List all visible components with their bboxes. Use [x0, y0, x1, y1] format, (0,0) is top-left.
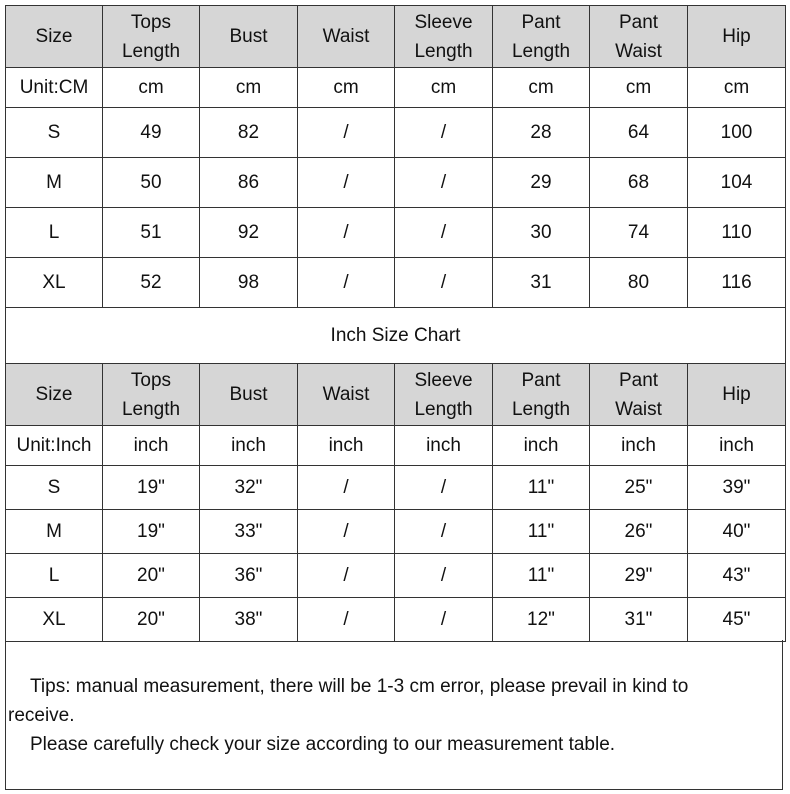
header-size: Size — [6, 6, 103, 68]
value-cell: 98 — [200, 258, 298, 308]
inch-size-chart-title: Inch Size Chart — [6, 308, 786, 364]
value-cell: 43" — [688, 554, 786, 598]
tips-box — [5, 640, 783, 790]
value-cell: 20" — [103, 554, 200, 598]
size-cell: M — [6, 158, 103, 208]
unit-cell: cm — [103, 68, 200, 108]
size-cell: L — [6, 554, 103, 598]
value-cell: / — [298, 598, 395, 642]
value-cell: 32" — [200, 466, 298, 510]
header-bust: Bust — [200, 6, 298, 68]
header-pant-waist: Pant Waist — [590, 6, 688, 68]
unit-cell: Unit:CM — [6, 68, 103, 108]
value-cell: / — [395, 158, 493, 208]
unit-cell: inch — [395, 426, 493, 466]
value-cell: / — [298, 158, 395, 208]
unit-cell: inch — [590, 426, 688, 466]
header-size: Size — [6, 364, 103, 426]
value-cell: / — [298, 554, 395, 598]
cm-units-row — [6, 68, 786, 108]
value-cell: / — [298, 510, 395, 554]
table-row — [6, 466, 786, 510]
value-cell: 11" — [493, 554, 590, 598]
tips-line-1: Tips: manual measurement, there will be 1-3 cm error, please prevail in kind to — [30, 676, 689, 697]
value-cell: 104 — [688, 158, 786, 208]
unit-cell: inch — [103, 426, 200, 466]
size-cell: S — [6, 108, 103, 158]
unit-cell: cm — [395, 68, 493, 108]
unit-cell: cm — [298, 68, 395, 108]
value-cell: / — [395, 108, 493, 158]
unit-cell: Unit:Inch — [6, 426, 103, 466]
value-cell: 25" — [590, 466, 688, 510]
value-cell: 33" — [200, 510, 298, 554]
table-row — [6, 258, 786, 308]
inch-section-row — [6, 308, 786, 364]
size-cell: XL — [6, 258, 103, 308]
header-sleeve-length: Sleeve Length — [395, 6, 493, 68]
value-cell: / — [298, 258, 395, 308]
value-cell: 29 — [493, 158, 590, 208]
value-cell: / — [395, 466, 493, 510]
cm-header-row — [6, 6, 786, 68]
value-cell: 80 — [590, 258, 688, 308]
header-tops-length: Tops Length — [103, 6, 200, 68]
value-cell: 100 — [688, 108, 786, 158]
value-cell: / — [298, 108, 395, 158]
value-cell: 39" — [688, 466, 786, 510]
value-cell: 45" — [688, 598, 786, 642]
value-cell: 74 — [590, 208, 688, 258]
table-row — [6, 208, 786, 258]
unit-cell: cm — [590, 68, 688, 108]
size-cell: XL — [6, 598, 103, 642]
value-cell: 29" — [590, 554, 688, 598]
value-cell: 11" — [493, 466, 590, 510]
header-bust: Bust — [200, 364, 298, 426]
unit-cell: cm — [200, 68, 298, 108]
size-cell: L — [6, 208, 103, 258]
value-cell: / — [395, 554, 493, 598]
value-cell: 68 — [590, 158, 688, 208]
table-row — [6, 108, 786, 158]
value-cell: 116 — [688, 258, 786, 308]
value-cell: 92 — [200, 208, 298, 258]
value-cell: 19" — [103, 510, 200, 554]
value-cell: 31" — [590, 598, 688, 642]
header-hip: Hip — [688, 6, 786, 68]
value-cell: / — [298, 208, 395, 258]
header-waist: Waist — [298, 6, 395, 68]
table-row — [6, 158, 786, 208]
value-cell: 26" — [590, 510, 688, 554]
value-cell: / — [395, 598, 493, 642]
value-cell: 12" — [493, 598, 590, 642]
inch-units-row — [6, 426, 786, 466]
value-cell: 20" — [103, 598, 200, 642]
header-waist: Waist — [298, 364, 395, 426]
inch-header-row — [6, 364, 786, 426]
size-chart-table — [5, 5, 786, 642]
value-cell: 50 — [103, 158, 200, 208]
value-cell: 36" — [200, 554, 298, 598]
value-cell: 64 — [590, 108, 688, 158]
value-cell: / — [395, 258, 493, 308]
header-sleeve-length: Sleeve Length — [395, 364, 493, 426]
value-cell: 110 — [688, 208, 786, 258]
value-cell: 28 — [493, 108, 590, 158]
table-row — [6, 510, 786, 554]
unit-cell: inch — [493, 426, 590, 466]
value-cell: 40" — [688, 510, 786, 554]
header-pant-length: Pant Length — [493, 364, 590, 426]
value-cell: 30 — [493, 208, 590, 258]
table-row — [6, 554, 786, 598]
size-cell: S — [6, 466, 103, 510]
tips-line-2: Please carefully check your size according to our measurement table. — [30, 734, 616, 755]
header-hip: Hip — [688, 364, 786, 426]
unit-cell: inch — [298, 426, 395, 466]
unit-cell: inch — [200, 426, 298, 466]
value-cell: 49 — [103, 108, 200, 158]
value-cell: / — [395, 510, 493, 554]
tips-line-1-wrap: receive. — [8, 705, 75, 726]
value-cell: 82 — [200, 108, 298, 158]
value-cell: 31 — [493, 258, 590, 308]
header-pant-waist: Pant Waist — [590, 364, 688, 426]
size-cell: M — [6, 510, 103, 554]
value-cell: 19" — [103, 466, 200, 510]
value-cell: 11" — [493, 510, 590, 554]
value-cell: 38" — [200, 598, 298, 642]
table-row — [6, 598, 786, 642]
value-cell: / — [395, 208, 493, 258]
value-cell: 51 — [103, 208, 200, 258]
header-pant-length: Pant Length — [493, 6, 590, 68]
value-cell: 52 — [103, 258, 200, 308]
header-tops-length: Tops Length — [103, 364, 200, 426]
unit-cell: cm — [493, 68, 590, 108]
value-cell: 86 — [200, 158, 298, 208]
unit-cell: cm — [688, 68, 786, 108]
value-cell: / — [298, 466, 395, 510]
unit-cell: inch — [688, 426, 786, 466]
